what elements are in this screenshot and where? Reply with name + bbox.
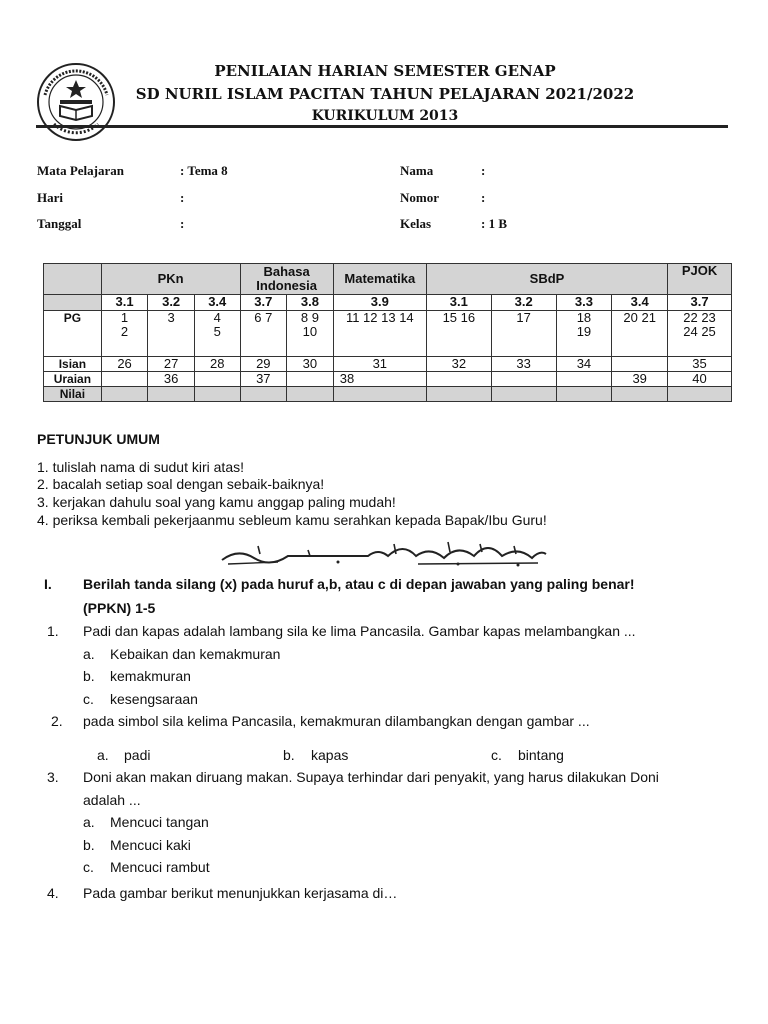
option-letter: a. — [83, 646, 95, 662]
kd-cell: 3.4 — [612, 295, 668, 311]
mapel-label: Mata Pelajaran — [37, 163, 125, 178]
isian-cell: 27 — [148, 357, 195, 372]
question-number: 2. — [51, 713, 63, 729]
option-letter: a. — [97, 747, 109, 763]
kelas-label: Kelas — [400, 216, 432, 231]
option-letter: c. — [83, 859, 94, 875]
kd-cell: 3.9 — [333, 295, 426, 311]
option-letter: c. — [491, 747, 502, 763]
petunjuk-item: 2. bacalah setiap soal dengan sebaik-baiknya! — [37, 476, 325, 492]
kd-cell: 3.7 — [240, 295, 287, 311]
uraian-cell — [287, 372, 334, 387]
tanggal-value: : — [180, 216, 185, 231]
option-letter: b. — [83, 668, 95, 684]
question-text: pada simbol sila kelima Pancasila, kemakmuran dilambangkan dengan gambar ... — [83, 713, 590, 729]
nilai-cell — [287, 387, 334, 402]
nilai-cell — [668, 387, 732, 402]
section-number: I. — [44, 576, 52, 592]
nomor-value: : — [481, 190, 486, 205]
tanggal-label: Tanggal — [37, 216, 82, 231]
mapel-value: : Tema 8 — [180, 163, 228, 178]
uraian-cell: 38 — [333, 372, 426, 387]
isian-cell: 28 — [194, 357, 240, 372]
nama-value: : — [481, 163, 486, 178]
question-text: Doni akan makan diruang makan. Supaya terhindar dari penyakit, yang harus dilakukan Doni — [83, 769, 659, 785]
petunjuk-item: 1. tulislah nama di sudut kiri atas! — [37, 459, 244, 475]
section-instruction: Berilah tanda silang (x) pada huruf a,b, atau c di depan jawaban yang paling benar! — [83, 576, 635, 592]
basmalah-calligraphy — [218, 538, 550, 568]
kd-cell: 3.2 — [148, 295, 195, 311]
petunjuk-item: 4. periksa kembali pekerjaanmu sebleum kamu serahkan kepada Bapak/Ibu Guru! — [37, 512, 547, 528]
option-text: padi — [124, 747, 151, 763]
question-text-continued: adalah ... — [83, 792, 141, 808]
option-letter: b. — [283, 747, 295, 763]
kd-cell: 3.4 — [194, 295, 240, 311]
header-title: PENILAIAN HARIAN SEMESTER GENAP — [214, 62, 556, 80]
isian-cell: 32 — [426, 357, 491, 372]
subject-sbdp: SBdP — [426, 264, 667, 295]
pg-cell: 11 12 13 14 — [333, 311, 426, 357]
isian-cell: 29 — [240, 357, 287, 372]
option-text: kemakmuran — [110, 668, 191, 684]
header-school: SD NURIL ISLAM PACITAN TAHUN PELAJARAN 2021/2022 — [135, 85, 635, 103]
uraian-cell — [491, 372, 556, 387]
isian-cell: 34 — [556, 357, 612, 372]
kd-cell: 3.7 — [668, 295, 732, 311]
pg-cell: 3 — [148, 311, 195, 357]
nilai-cell — [194, 387, 240, 402]
pg-cell: 18 19 — [556, 311, 612, 357]
kd-cell: 3.2 — [491, 295, 556, 311]
subject-pjok: PJOK — [668, 264, 732, 295]
kd-cell: 3.1 — [101, 295, 148, 311]
petunjuk-title: PETUNJUK UMUM — [37, 431, 160, 447]
pg-cell: 8 9 10 — [287, 311, 334, 357]
pg-cell: 17 — [491, 311, 556, 357]
option-text: Kebaikan dan kemakmuran — [110, 646, 281, 662]
row-label-nilai: Nilai — [44, 387, 102, 402]
nilai-cell — [333, 387, 426, 402]
kd-cell: 3.8 — [287, 295, 334, 311]
subject-bahasa-indonesia: Bahasa Indonesia — [240, 264, 333, 295]
uraian-cell — [426, 372, 491, 387]
nilai-cell — [240, 387, 287, 402]
option-text: bintang — [518, 747, 564, 763]
nilai-cell — [556, 387, 612, 402]
isian-cell: 35 — [668, 357, 732, 372]
hari-label: Hari — [37, 190, 63, 205]
pg-cell: 22 23 24 25 — [668, 311, 732, 357]
nilai-cell — [612, 387, 668, 402]
option-text: kapas — [311, 747, 349, 763]
option-letter: c. — [83, 691, 94, 707]
pg-cell: 1 2 — [101, 311, 148, 357]
kelas-value: : 1 B — [481, 216, 507, 231]
row-label-isian: Isian — [44, 357, 102, 372]
isian-cell: 26 — [101, 357, 148, 372]
section-subtitle: (PPKN) 1-5 — [83, 600, 156, 616]
isian-cell — [612, 357, 668, 372]
question-text: Pada gambar berikut menunjukkan kerjasama di… — [83, 885, 398, 901]
option-letter: b. — [83, 837, 95, 853]
hari-value: : — [180, 190, 185, 205]
isian-cell: 31 — [333, 357, 426, 372]
nilai-cell — [101, 387, 148, 402]
school-seal-logo — [36, 62, 116, 142]
option-text: Mencuci tangan — [110, 814, 209, 830]
question-number: 3. — [47, 769, 59, 785]
uraian-cell — [101, 372, 148, 387]
isian-cell: 33 — [491, 357, 556, 372]
uraian-cell — [194, 372, 240, 387]
header-curriculum: KURIKULUM 2013 — [311, 108, 459, 124]
nilai-cell — [491, 387, 556, 402]
petunjuk-item: 3. kerjakan dahulu soal yang kamu anggap paling mudah! — [37, 494, 396, 510]
option-letter: a. — [83, 814, 95, 830]
nomor-label: Nomor — [400, 190, 439, 205]
uraian-cell — [556, 372, 612, 387]
pg-cell: 20 21 — [612, 311, 668, 357]
uraian-cell: 37 — [240, 372, 287, 387]
row-label-pg: PG — [44, 311, 102, 357]
nilai-cell — [148, 387, 195, 402]
question-number: 1. — [47, 623, 59, 639]
option-text: Mencuci rambut — [110, 859, 210, 875]
question-number: 4. — [47, 885, 59, 901]
question-text: Padi dan kapas adalah lambang sila ke lima Pancasila. Gambar kapas melambangkan ... — [83, 623, 636, 639]
corner-cell — [44, 264, 102, 295]
header-divider — [36, 125, 728, 128]
uraian-cell: 40 — [668, 372, 732, 387]
option-text: kesengsaraan — [110, 691, 198, 707]
pg-cell: 6 7 — [240, 311, 287, 357]
subject-matematika: Matematika — [333, 264, 426, 295]
row-label-uraian: Uraian — [44, 372, 102, 387]
isian-cell: 30 — [287, 357, 334, 372]
kd-label-cell — [44, 295, 102, 311]
question-map-table — [43, 263, 732, 402]
option-text: Mencuci kaki — [110, 837, 191, 853]
subject-pkn: PKn — [101, 264, 240, 295]
pg-cell: 4 5 — [194, 311, 240, 357]
uraian-cell: 39 — [612, 372, 668, 387]
pg-cell: 15 16 — [426, 311, 491, 357]
nama-label: Nama — [400, 163, 434, 178]
kd-cell: 3.1 — [426, 295, 491, 311]
kd-cell: 3.3 — [556, 295, 612, 311]
nilai-cell — [426, 387, 491, 402]
uraian-cell: 36 — [148, 372, 195, 387]
